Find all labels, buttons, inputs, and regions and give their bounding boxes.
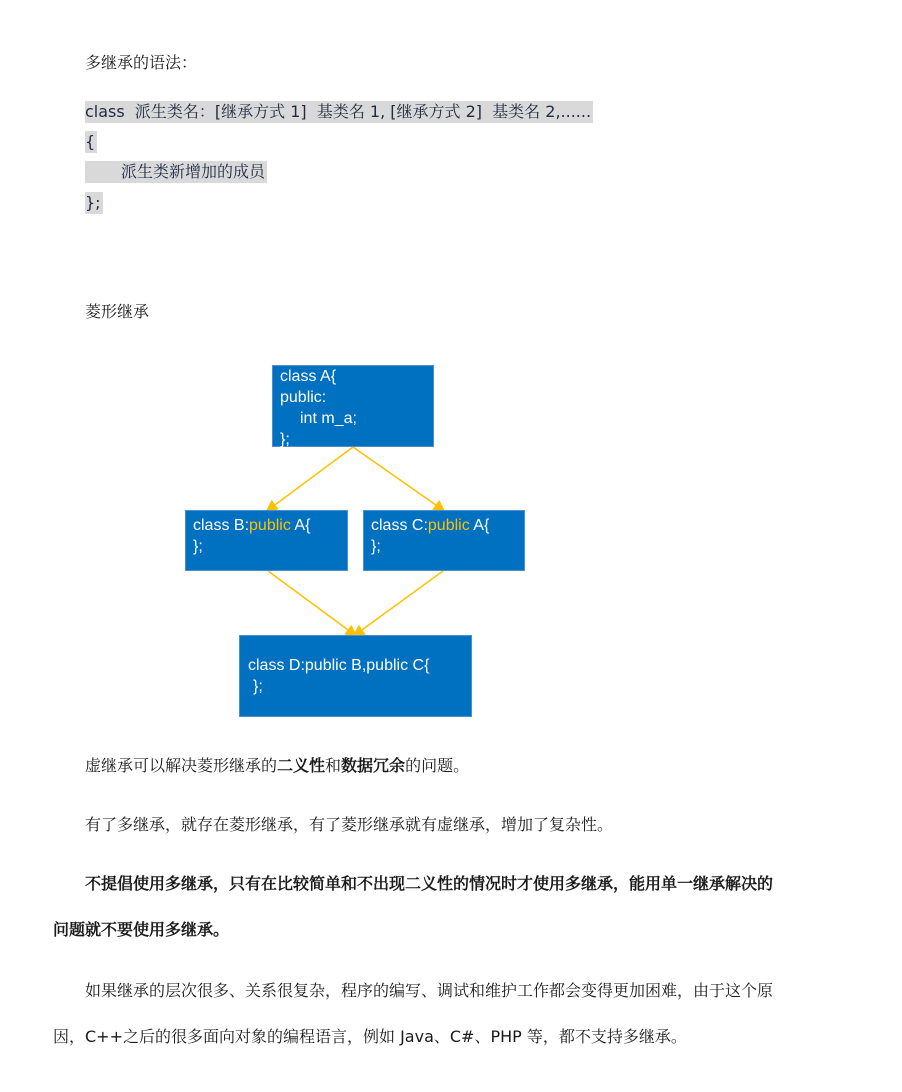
code-line-1: class 派生类名：[继承方式 1] 基类名 1, [继承方式 2] 基类名 2,...... (85, 102, 592, 121)
recommendation-line-1: 不提倡使用多继承，只有在比较简单和不出现二义性的情况时才使用多继承，能用单一继承解决的 (85, 874, 774, 893)
languages-line-1: 如果继承的层次很多、关系很复杂，程序的编写、调试和维护工作都会变得更加困难，由于这个原 (85, 981, 774, 1000)
class-b-line-1: class B:public A{ (193, 517, 311, 534)
class-c-box (363, 510, 525, 571)
recommendation-line-2: 问题就不要使用多继承。 (53, 920, 230, 939)
virtual-inheritance-paragraph: 虚继承可以解决菱形继承的二义性和数据冗余的问题。 (85, 756, 470, 775)
arrow-b-to-d (268, 571, 355, 635)
arrow-c-to-d (355, 571, 443, 635)
class-a-line-3: int m_a; (300, 410, 357, 427)
code-line-3: 派生类新增加的成员 (85, 161, 267, 183)
diamond-heading: 菱形继承 (85, 302, 150, 321)
code-line-4: }; (85, 193, 101, 212)
class-a-line-1: class A{ (280, 368, 337, 385)
syntax-heading: 多继承的语法： (85, 53, 198, 72)
code-line-2: { (85, 132, 96, 151)
arrow-a-to-c (353, 447, 443, 510)
class-c-line-2: }; (371, 538, 381, 555)
languages-line-2: 因，C++之后的很多面向对象的编程语言，例如 Java、C#、PHP 等，都不支持多继承。 (53, 1027, 687, 1046)
arrow-a-to-b (268, 447, 353, 510)
class-b-line-2: }; (193, 538, 203, 555)
class-d-line-1: class D:public B,public C{ (248, 657, 430, 674)
class-b-box (185, 510, 348, 571)
class-a-box (272, 365, 434, 447)
class-c-line-1: class C:public A{ (371, 517, 490, 534)
complexity-paragraph: 有了多继承，就存在菱形继承，有了菱形继承就有虚继承，增加了复杂性。 (85, 815, 614, 834)
class-a-line-4: }; (280, 431, 290, 448)
class-d-box (239, 635, 472, 717)
class-d-line-2: }; (253, 678, 263, 695)
class-a-line-2: public: (280, 389, 327, 406)
